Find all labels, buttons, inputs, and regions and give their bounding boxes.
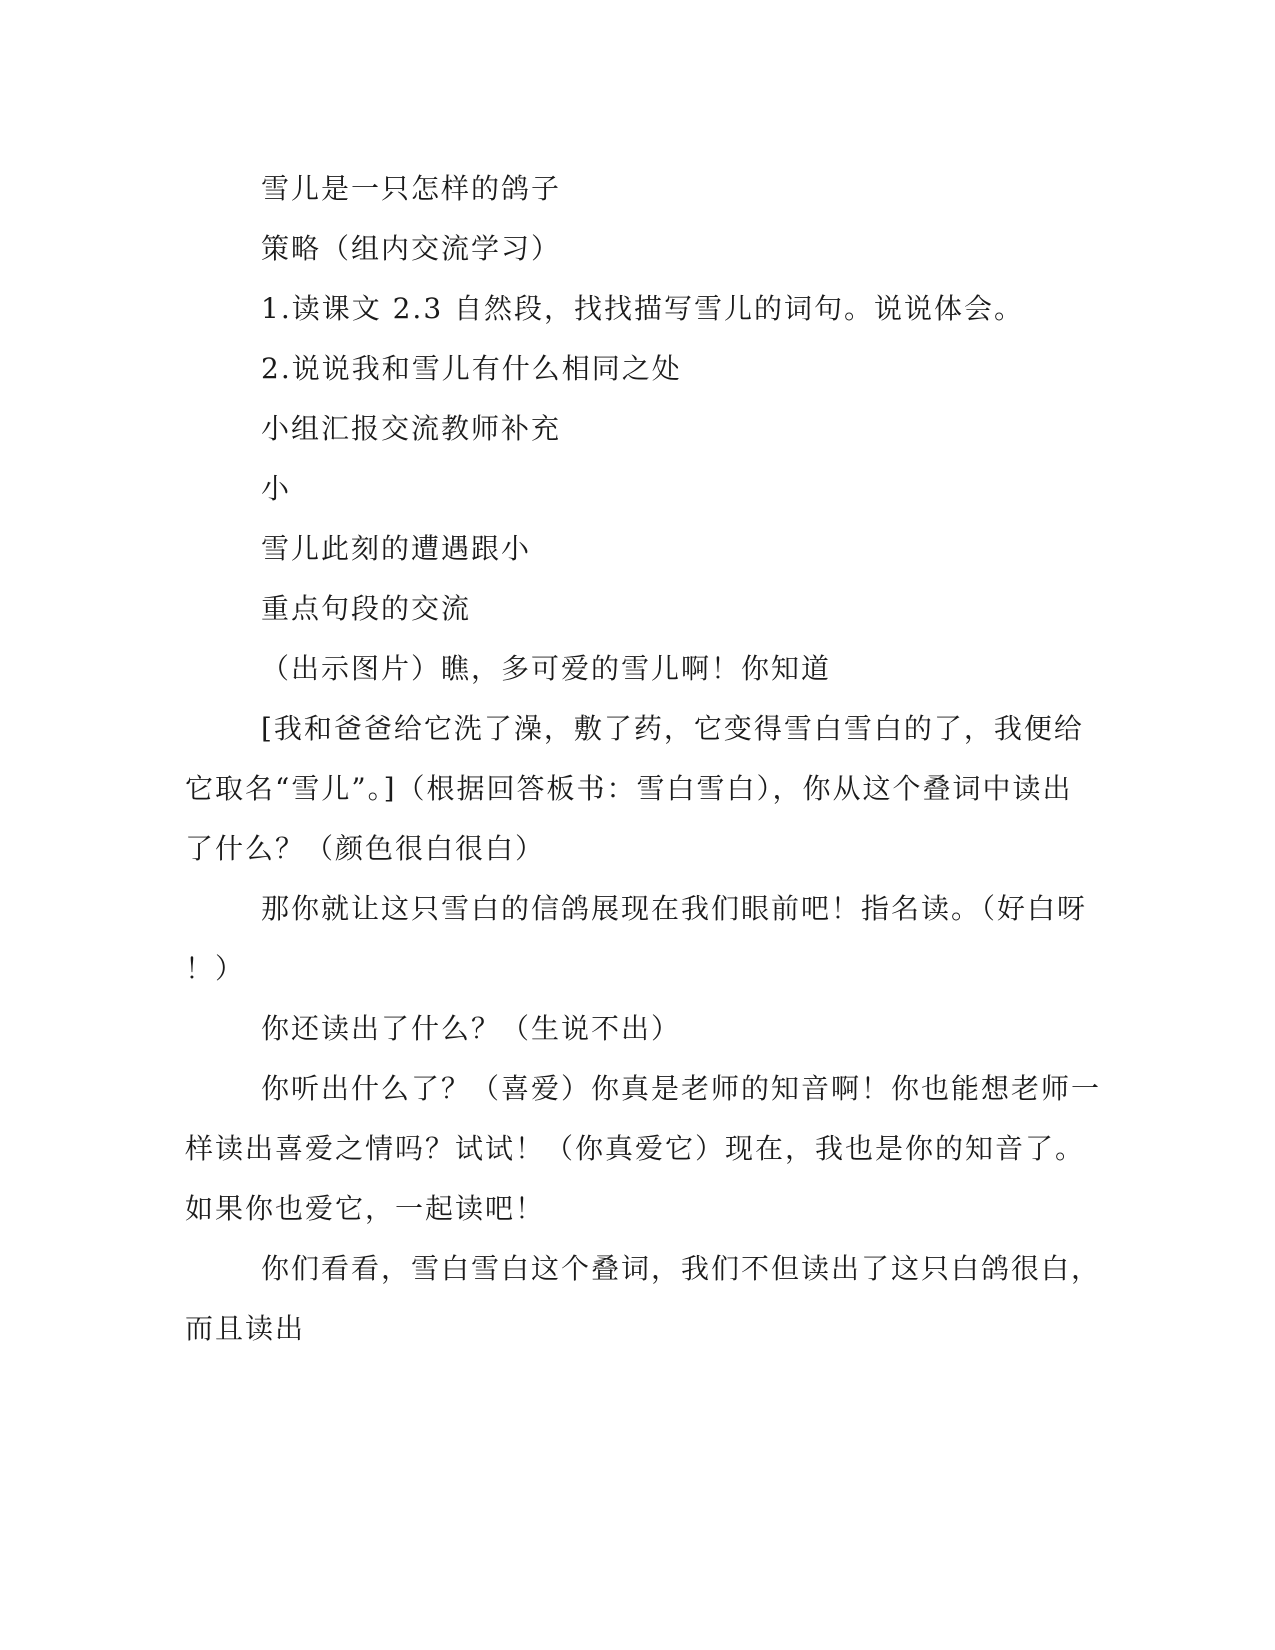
paragraph-line: 它取名“雪儿”。]（根据回答板书：雪白雪白），你从这个叠词中读出 (185, 772, 1073, 805)
paragraph-line: 那你就让这只雪白的信鸽展现在我们眼前吧！指名读。（好白呀 (261, 892, 1088, 925)
paragraph-line: 样读出喜爱之情吗？试试！（你真爱它）现在，我也是你的知音了。 (185, 1132, 1086, 1165)
paragraph-line: 如果你也爱它，一起读吧！ (185, 1192, 546, 1225)
strategy-line: 策略（组内交流学习） (261, 232, 562, 265)
picture-line: （出示图片）瞧，多可爱的雪儿啊！你知道 (261, 652, 832, 685)
paragraph-line: ！） (185, 952, 246, 985)
paragraph-read-aloud (185, 879, 1088, 999)
paragraph-line: [我和爸爸给它洗了澡，敷了药，它变得雪白雪白的了，我便给 (261, 712, 1084, 745)
heading-line: 雪儿是一只怎样的鸽子 (261, 172, 562, 205)
paragraph-line: 你还读出了什么？（生说不出） (261, 1012, 682, 1045)
paragraph-question (185, 999, 1085, 1059)
document-page (185, 159, 1102, 1359)
paragraph-affection (185, 1059, 1102, 1239)
report-line: 小组汇报交流教师补充 (261, 412, 562, 445)
paragraph-line: 你听出什么了？（喜爱）你真是老师的知音啊！你也能想老师一 (261, 1072, 1102, 1105)
fragment-line: 小 (261, 472, 292, 505)
key-section-line: 重点句段的交流 (261, 592, 472, 625)
paragraph-reduplication (185, 1239, 1102, 1359)
paragraph-line: 你们看看，雪白雪白这个叠词，我们不但读出了这只白鸽很白， (261, 1252, 1102, 1285)
paragraph-line: 了什么？（颜色很白很白） (185, 832, 546, 865)
encounter-line: 雪儿此刻的遭遇跟小 (261, 532, 532, 565)
task-line-1: 1.读课文 2.3 自然段，找找描写雪儿的词句。说说体会。 (261, 292, 1025, 325)
paragraph-line: 而且读出 (185, 1312, 306, 1345)
task-line-2: 2.说说我和雪儿有什么相同之处 (261, 352, 682, 385)
paragraph-quote (185, 699, 1085, 879)
